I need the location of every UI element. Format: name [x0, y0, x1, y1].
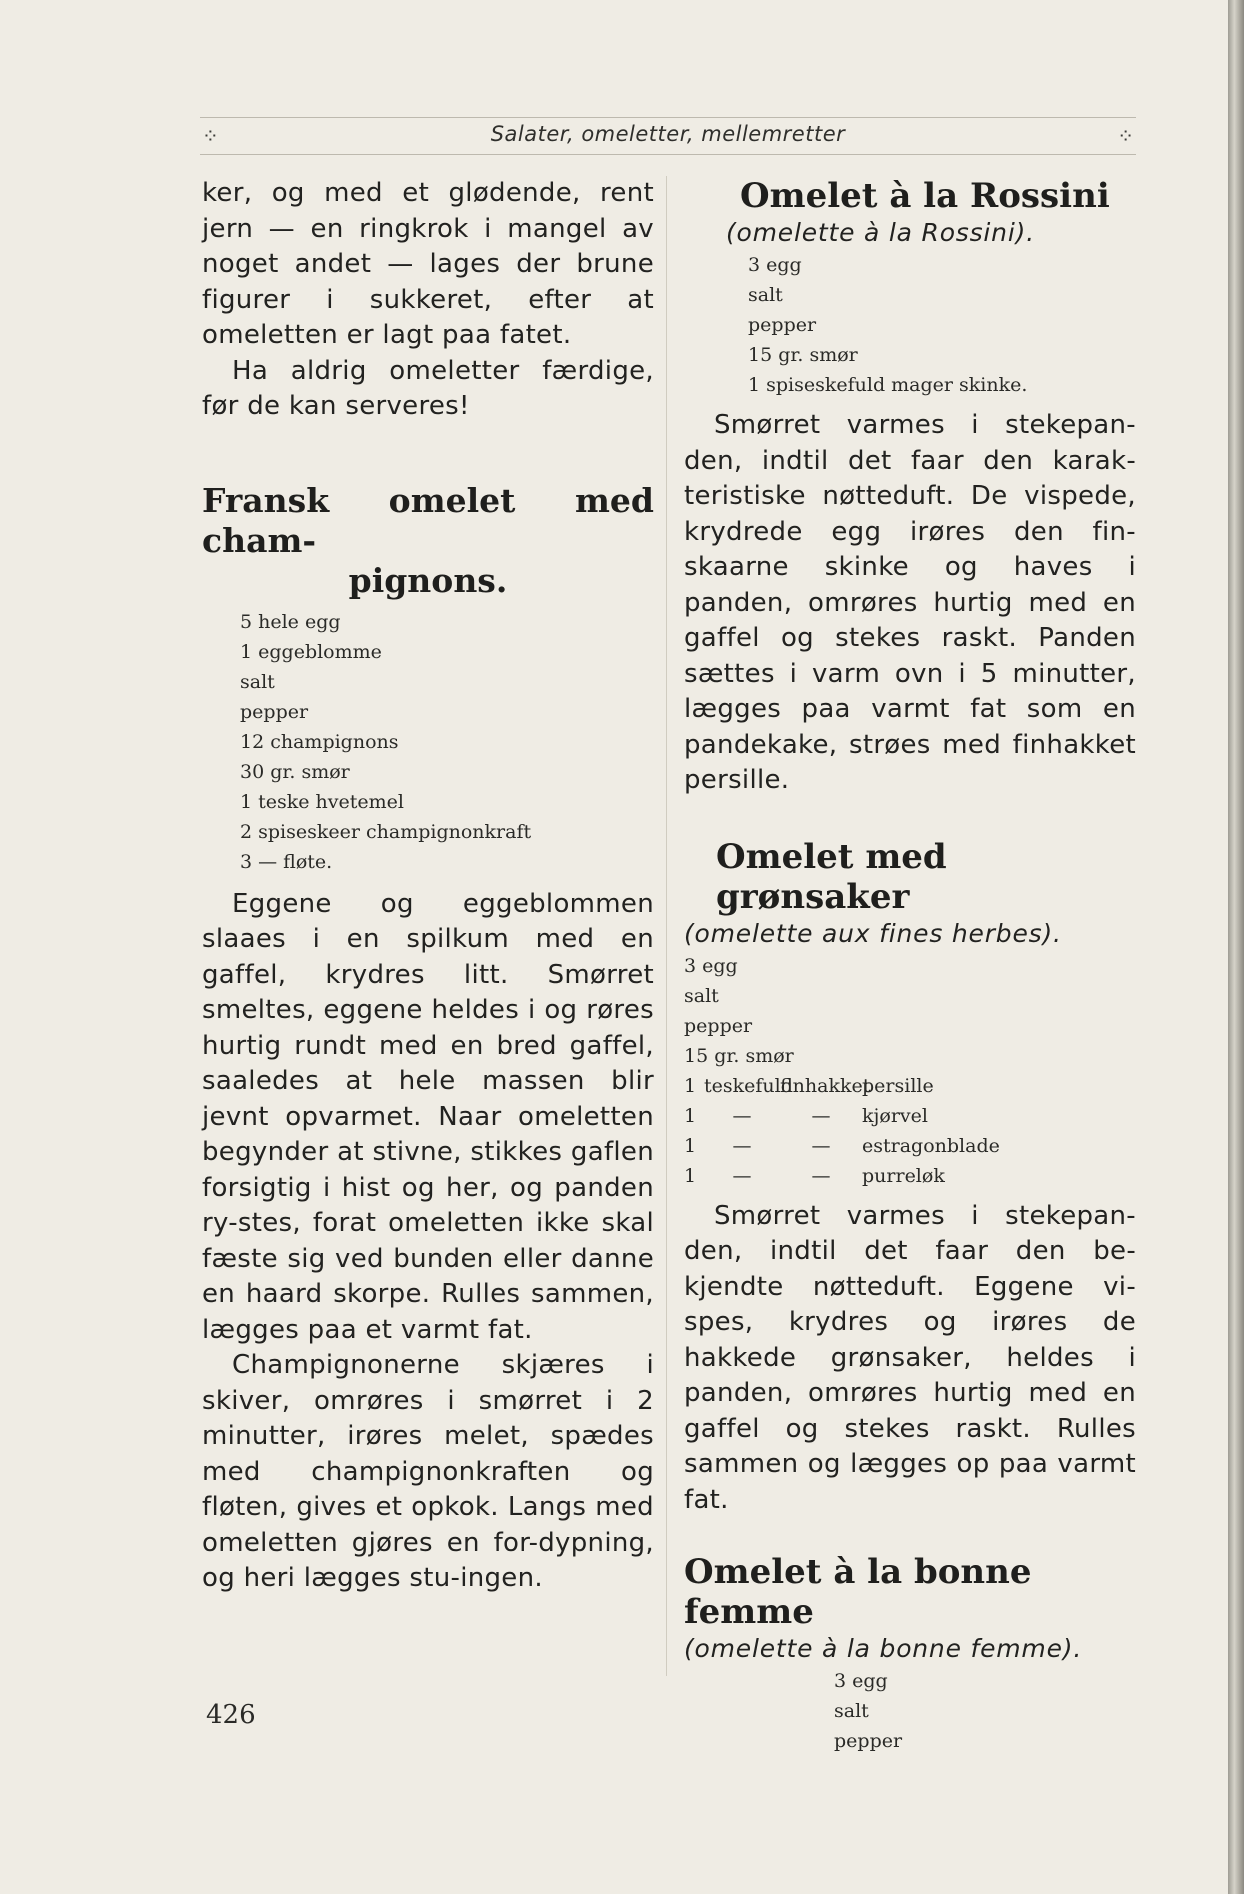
ingredient: pepper — [748, 314, 817, 336]
ingredient: salt — [748, 284, 783, 306]
herb-measure: — — [732, 1134, 752, 1157]
ingredient: 2 spiseskeer champignonkraft — [240, 820, 532, 843]
ingredient: 30 gr. smør — [240, 760, 350, 783]
recipe-subtitle-rossini: (omelette à la Rossini). — [726, 218, 1035, 247]
column-divider — [666, 176, 667, 1676]
right-column — [684, 176, 1136, 1756]
recipe-paragraph: Smørret varmes i stekepan-den, indtil det faar den karak-teristiske nøtteduft. De vispede, krydrede egg irøres den fin-skaarne skinke og haves i panden, omrøres hurtig med en gaffel og stekes raskt. Panden sættes i varm ovn i 5 minutter, lægges paa varmt fat som en pandekake, strøes med finhakket persille. — [684, 410, 1136, 795]
ingredient: pepper — [240, 700, 309, 723]
herb-prep: — — [811, 1164, 831, 1187]
intro-paragraph-2: Ha aldrig omeletter færdige, før de kan serveres! — [202, 355, 654, 421]
ingredient: 15 gr. smør — [684, 1044, 794, 1067]
recipe-subtitle-bonne-femme: (omelette à la bonne femme). — [684, 1634, 1083, 1663]
left-column — [202, 176, 654, 1597]
ingredient: salt — [834, 1700, 869, 1722]
ornament-right-icon: ⁘ — [1117, 124, 1134, 148]
herb-prep: — — [811, 1104, 831, 1127]
ingredient-list-fransk — [202, 607, 654, 877]
ingredient: 1 eggeblomme — [240, 640, 382, 663]
herb-name: kjørvel — [862, 1104, 928, 1127]
recipe-paragraph: Champignonerne skjæres i skiver, omrøres i smørret i 2 minutter, irøres melet, spædes med champignonkraften og fløten, gives et opkok. Langs med omeletten gjøres en for-dypning, og heri lægges stu-ingen. — [202, 1350, 654, 1593]
ornament-left-icon: ⁘ — [202, 124, 219, 148]
ingredient-list-rossini — [684, 250, 1136, 400]
ingredient: 3 egg — [684, 954, 738, 977]
herb-qty: 1 — [684, 1164, 697, 1187]
herb-measure: — — [732, 1104, 752, 1127]
ingredient: 15 gr. smør — [748, 344, 858, 366]
book-spine-edge — [1228, 0, 1244, 1894]
ingredient: 3 egg — [748, 254, 802, 276]
herb-measure: teskefuld — [704, 1074, 793, 1097]
herb-row — [684, 1101, 1136, 1131]
running-header — [200, 117, 1136, 155]
recipe-paragraph: Eggene og eggeblommen slaaes i en spilkum med en gaffel, krydres litt. Smørret smeltes, eggene heldes i og røres hurtig rundt med en bred gaffel, saaledes at hele massen blir jevnt opvarmet. Naar omeletten begynder at stivne, stikkes gaflen forsigtig i hist og her, og panden ry-stes, forat omeletten ikke skal fæste sig ved bunden eller danne en haard skorpe. Rulles sammen, lægges paa et varmt fat. — [202, 888, 654, 1345]
herb-row — [684, 1131, 1136, 1161]
herb-prep: finhakket — [780, 1074, 871, 1097]
recipe-title-line-1: Fransk omelet med cham- — [202, 480, 654, 560]
ingredient: pepper — [684, 1014, 753, 1037]
page-number: 426 — [206, 1700, 256, 1730]
ingredient: salt — [684, 984, 719, 1007]
herb-row — [684, 1071, 1136, 1101]
herb-row — [684, 1161, 1136, 1191]
ingredient: 1 teske hvetemel — [240, 790, 404, 813]
recipe-title-line-2: pignons. — [348, 560, 508, 600]
running-header-title: Salater, omeletter, mellemretter — [490, 122, 846, 146]
recipe-title-bonne-femme: Omelet à la bonne femme — [684, 1552, 1032, 1632]
recipe-title-rossini: Omelet à la Rossini — [740, 176, 1110, 216]
ingredient: 1 spiseskefuld mager skinke. — [748, 374, 1028, 396]
recipe-title-fransk-omelet-2 — [202, 561, 654, 601]
ingredient: 12 champignons — [240, 730, 399, 753]
ingredient-list-bonne-femme — [684, 1666, 1136, 1756]
ingredient: 3 — fløte. — [240, 850, 333, 873]
herb-measure: — — [732, 1164, 752, 1187]
herb-list-gronsaker — [684, 1071, 1136, 1191]
herb-prep: — — [811, 1134, 831, 1157]
ingredient: pepper — [834, 1730, 903, 1752]
recipe-paragraph: Smørret varmes i stekepan-den, indtil det faar den be-kjendte nøtteduft. Eggene vi-spes, krydres og irøres de hakkede grønsaker, heldes i panden, omrøres hurtig med en gaffel og stekes raskt. Rulles sammen og lægges op paa varmt fat. — [684, 1200, 1136, 1515]
ingredient: 3 egg — [834, 1670, 888, 1692]
recipe-title-gronsaker: Omelet med grønsaker — [716, 836, 947, 917]
herb-name: persille — [862, 1074, 934, 1097]
herb-name: purreløk — [862, 1164, 945, 1187]
herb-name: estragonblade — [862, 1134, 1000, 1157]
ingredient: salt — [240, 670, 275, 693]
herb-qty: 1 — [684, 1104, 697, 1127]
intro-paragraph: ker, og med et glødende, rent jern — en ringkrok i mangel av noget andet — lages der brune figurer i sukkeret, efter at omeletten er lagt paa fatet. — [202, 178, 654, 350]
ingredient-list-gronsaker — [684, 951, 1136, 1071]
herb-qty: 1 — [684, 1074, 697, 1097]
recipe-subtitle-gronsaker: (omelette aux fines herbes). — [684, 918, 1062, 948]
ingredient: 5 hele egg — [240, 610, 341, 633]
herb-qty: 1 — [684, 1134, 697, 1157]
recipe-title-fransk-omelet — [202, 481, 654, 561]
